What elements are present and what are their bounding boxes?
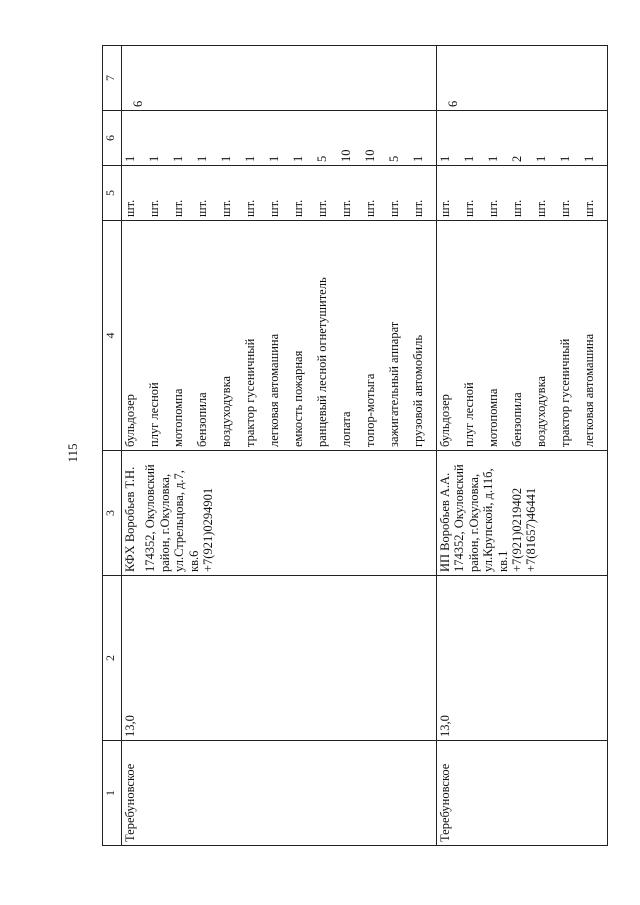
quantity-value: 2 (510, 155, 524, 162)
unit-value: шт. (582, 199, 596, 217)
quantity-value: 1 (411, 155, 425, 162)
unit-value: шт. (534, 199, 548, 217)
unit-value: шт. (219, 199, 233, 217)
org-phone: +7(921)0294901 (200, 487, 215, 572)
list-item: емкость пожарная (291, 350, 305, 447)
quantity-value: 1 (438, 155, 452, 162)
list-item: воздуходувка (219, 376, 233, 447)
unit-value: шт. (339, 199, 353, 217)
quantity-value: 1 (267, 155, 281, 162)
quantity-value: 5 (315, 155, 329, 162)
org-phone: +7(81657)46441 (524, 487, 539, 572)
unit-value: шт. (291, 199, 305, 217)
list-item: мотопомпа (171, 388, 185, 447)
unit-value: шт. (387, 199, 401, 217)
table-row (122, 46, 437, 846)
organization-cell (122, 451, 437, 576)
distance-cell: 13,0 (437, 576, 608, 741)
list-item: мотопомпа (486, 388, 500, 447)
unit-value: шт. (123, 199, 137, 217)
unit-value: шт. (363, 199, 377, 217)
header-col-2: 2 (103, 576, 122, 741)
unit-value: шт. (315, 199, 329, 217)
unit-value: шт. (267, 199, 281, 217)
units-cell (437, 166, 608, 221)
distance-cell: 13,0 (122, 576, 437, 741)
equipment-table (102, 45, 608, 846)
list-item: бульдозер (438, 394, 452, 447)
table-row (437, 46, 608, 846)
list-item: воздуходувка (534, 376, 548, 447)
org-address: 174352, Окуловский район, г.Окуловка, ул.Стрельцова, д.7, кв.6 (143, 464, 201, 572)
list-item: топор-мотыга (363, 373, 377, 447)
header-col-7: 7 (103, 46, 122, 111)
list-item: трактор гусеничный (243, 338, 257, 447)
quantity-value: 10 (339, 149, 353, 162)
org-name: ИП Воробьев А.А. (438, 472, 452, 572)
list-item: плуг лесной (147, 382, 161, 447)
quantity-value: 1 (195, 155, 209, 162)
list-item: легковая автомашина (582, 333, 596, 447)
unit-value: шт. (438, 199, 452, 217)
col7-value: 6 (131, 100, 145, 107)
list-item: ранцевый лесной огнетушитель (315, 277, 329, 447)
header-col-3: 3 (103, 451, 122, 576)
page-number: 115 (65, 443, 80, 463)
quantity-value: 1 (558, 155, 572, 162)
header-col-6: 6 (103, 111, 122, 166)
equipment-list-cell (437, 221, 608, 451)
quantity-value: 1 (462, 155, 476, 162)
rotated-table-wrapper (102, 46, 596, 846)
org-address: 174352, Окуловский район, г.Окуловка, ул.Крупской, д.11б, кв.1 (452, 464, 510, 572)
header-col-1: 1 (103, 741, 122, 846)
quantity-value: 1 (582, 155, 596, 162)
col7-cell (122, 46, 437, 111)
list-item: грузовой автомобиль (411, 334, 425, 447)
quantity-value: 1 (171, 155, 185, 162)
quantity-cell (437, 111, 608, 166)
header-col-5: 5 (103, 166, 122, 221)
unit-value: шт. (486, 199, 500, 217)
list-item: бензопила (195, 392, 209, 447)
quantity-value: 1 (291, 155, 305, 162)
org-name: КФХ Воробьев Т.Н. (123, 466, 137, 572)
list-item: бензопила (510, 392, 524, 447)
unit-value: шт. (462, 199, 476, 217)
organization-cell (437, 451, 608, 576)
unit-value: шт. (171, 199, 185, 217)
unit-value: шт. (411, 199, 425, 217)
equipment-list-cell (122, 221, 437, 451)
org-phone: +7(921)0219402 (509, 487, 524, 572)
list-item: легковая автомашина (267, 333, 281, 447)
list-item: зажигательный аппарат (387, 321, 401, 447)
unit-value: шт. (510, 199, 524, 217)
quantity-value: 1 (243, 155, 257, 162)
list-item: трактор гусеничный (558, 338, 572, 447)
header-col-4: 4 (103, 221, 122, 451)
quantity-value: 1 (534, 155, 548, 162)
col7-cell (437, 46, 608, 111)
quantity-value: 1 (219, 155, 233, 162)
quantity-value: 1 (123, 155, 137, 162)
unit-value: шт. (558, 199, 572, 217)
unit-value: шт. (147, 199, 161, 217)
units-cell (122, 166, 437, 221)
quantity-value: 1 (486, 155, 500, 162)
quantity-cell (122, 111, 437, 166)
list-item: лопата (339, 411, 353, 447)
list-item: бульдозер (123, 394, 137, 447)
settlement-cell: Теребуновское (437, 741, 608, 846)
list-item: плуг лесной (462, 382, 476, 447)
quantity-value: 1 (147, 155, 161, 162)
unit-value: шт. (195, 199, 209, 217)
unit-value: шт. (243, 199, 257, 217)
header-row (103, 46, 122, 846)
quantity-value: 5 (387, 155, 401, 162)
quantity-value: 10 (363, 149, 377, 162)
settlement-cell: Теребуновское (122, 741, 437, 846)
col7-value: 6 (446, 100, 460, 107)
